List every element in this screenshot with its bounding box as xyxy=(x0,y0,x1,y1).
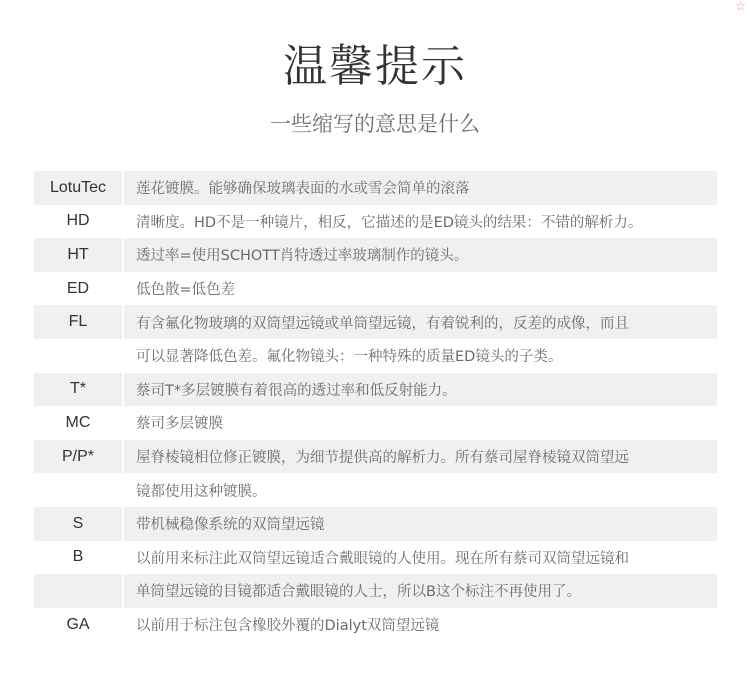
page-title: 温馨提示 xyxy=(283,41,467,92)
abbreviation-table xyxy=(34,171,717,641)
abbreviation-term: P/P* xyxy=(34,440,122,474)
abbreviation-term: LotuTec xyxy=(34,171,122,205)
abbreviation-term: FL xyxy=(34,305,122,339)
table-row xyxy=(34,373,717,407)
abbreviation-term: HT xyxy=(34,238,122,272)
table-row xyxy=(34,171,717,205)
table-row xyxy=(34,205,717,239)
table-row xyxy=(34,608,717,642)
page-subtitle: 一些缩写的意思是什么 xyxy=(270,112,480,136)
abbreviation-term: B xyxy=(72,548,84,566)
table-row xyxy=(34,406,717,440)
abbreviation-description: 透过率=使用SCHOTT肖特透过率玻璃制作的镜头。 xyxy=(124,238,717,272)
abbreviation-term: T* xyxy=(34,373,122,407)
abbreviation-term xyxy=(34,574,122,608)
abbreviation-description: 以前用于标注包含橡胶外覆的Dialyt双筒望远镜 xyxy=(136,618,440,635)
table-row xyxy=(34,574,717,608)
star-icon: ☆ xyxy=(735,0,746,13)
abbreviation-description: 蔡司T*多层镀膜有着很高的透过率和低反射能力。 xyxy=(124,373,717,407)
abbreviation-term: HD xyxy=(66,212,90,230)
abbreviation-term: GA xyxy=(66,615,90,633)
table-row xyxy=(34,440,717,474)
abbreviation-description: 带机械稳像系统的双筒望远镜 xyxy=(124,507,717,541)
abbreviation-description: 可以显著降低色差。氟化物镜头：一种特殊的质量ED镜头的子类。 xyxy=(136,349,563,366)
abbreviation-description: 低色散=低色差 xyxy=(136,282,236,299)
abbreviation-description: 莲花镀膜。能够确保玻璃表面的水或雪会简单的滚落 xyxy=(124,171,717,205)
abbreviation-description: 屋脊棱镜相位修正镀膜，为细节提供高的解析力。所有蔡司屋脊棱镜双筒望远 xyxy=(124,440,717,474)
abbreviation-description: 有含氟化物玻璃的双筒望远镜或单筒望远镜，有着锐利的，反差的成像，而且 xyxy=(124,305,717,339)
abbreviation-term: ED xyxy=(66,279,90,297)
table-row xyxy=(34,541,717,575)
abbreviation-description: 镜都使用这种镀膜。 xyxy=(136,483,267,500)
table-row xyxy=(34,507,717,541)
table-row xyxy=(34,473,717,507)
abbreviation-term xyxy=(34,473,122,507)
table-row xyxy=(34,238,717,272)
abbreviation-description: 清晰度。HD不是一种镜片，相反，它描述的是ED镜头的结果：不错的解析力。 xyxy=(136,214,643,231)
abbreviation-term: MC xyxy=(65,413,91,431)
abbreviation-description: 蔡司多层镀膜 xyxy=(136,416,223,433)
table-row xyxy=(34,272,717,306)
abbreviation-term xyxy=(34,339,122,373)
table-row xyxy=(34,305,717,339)
abbreviation-term: S xyxy=(34,507,122,541)
table-row xyxy=(34,339,717,373)
abbreviation-description: 以前用来标注此双筒望远镜适合戴眼镜的人使用。现在所有蔡司双筒望远镜和 xyxy=(136,550,629,567)
abbreviation-description: 单筒望远镜的目镜都适合戴眼镜的人士，所以B这个标注不再使用了。 xyxy=(124,574,717,608)
